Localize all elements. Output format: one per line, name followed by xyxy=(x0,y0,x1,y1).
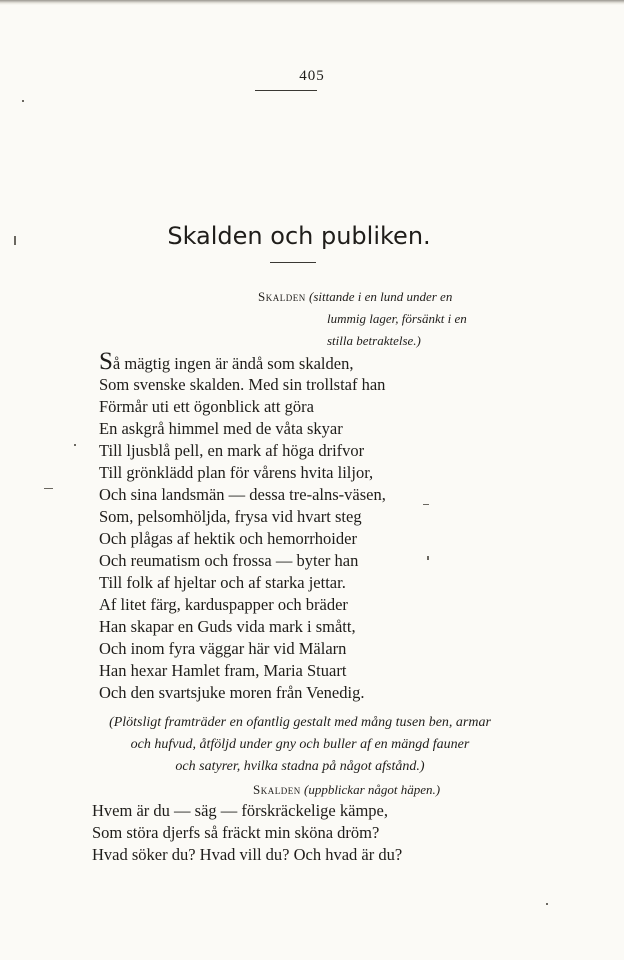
page-number-rule xyxy=(255,90,317,91)
title-rule xyxy=(270,262,316,263)
margin-mark xyxy=(14,236,16,245)
verse-line-16: Och den svartsjuke moren från Venedig. xyxy=(99,683,365,702)
speaker-name: Skalden xyxy=(253,782,301,797)
verse-2-line-3: Hvad söker du? Hvad vill du? Och hvad är du? xyxy=(92,845,403,864)
page-top-edge xyxy=(0,0,624,5)
page-number: 405 xyxy=(299,68,325,84)
verse-line-text: å mägtig ingen är ändå som skalden, xyxy=(112,354,354,373)
stage-direction-2-line-1: (Plötsligt framträder en ofantlig gestalt med mång tusen ben, armar xyxy=(109,715,491,730)
verse-line-11: Till folk af hjeltar och af starka jettar. xyxy=(99,573,346,592)
stage-direction-2-line-2: och hufvud, åtföljd under gny och buller af en mängd fauner xyxy=(130,737,470,752)
verse-line-6: Till grönklädd plan för vårens hvita liljor, xyxy=(99,463,374,482)
stage-direction-3 xyxy=(253,782,440,798)
verse-line-12: Af litet färg, karduspapper och bräder xyxy=(99,595,348,614)
verse-line-14: Och inom fyra väggar här vid Mälarn xyxy=(99,639,347,658)
stage-direction-1-line-1 xyxy=(258,289,452,305)
verse-2-line-2: Som störa djerfs så fräckt min sköna dröm? xyxy=(92,823,380,842)
poem-title: Skalden och publiken. xyxy=(167,222,431,250)
margin-mark xyxy=(427,556,429,560)
margin-speck xyxy=(22,100,24,102)
margin-dash xyxy=(44,488,53,489)
margin-dash xyxy=(423,504,429,505)
verse-line-10: Och reumatism och frossa — byter han xyxy=(99,551,359,570)
verse-2-line-1: Hvem är du — säg — förskräckelige kämpe, xyxy=(92,801,388,820)
margin-speck xyxy=(546,903,548,905)
verse-line-9: Och plågas af hektik och hemorrhoider xyxy=(99,529,357,548)
verse-line-8: Som, pelsomhöljda, frysa vid hvart steg xyxy=(99,507,362,526)
drop-cap: S xyxy=(99,348,113,375)
verse-line-4: En askgrå himmel med de våta skyar xyxy=(99,419,343,438)
verse-line-2: Som svenske skalden. Med sin trollstaf han xyxy=(99,375,386,394)
verse-line-5: Till ljusblå pell, en mark af höga drifvor xyxy=(99,441,365,460)
margin-speck xyxy=(74,444,76,446)
verse-line-15: Han hexar Hamlet fram, Maria Stuart xyxy=(99,661,347,680)
speaker-name: Skalden xyxy=(258,289,306,304)
stage-direction-1-line-2: lummig lager, försänkt i en xyxy=(327,311,467,326)
stage-direction-1-line-3: stilla betraktelse.) xyxy=(327,333,421,348)
verse-line-7: Och sina landsmän — dessa tre-alns-väsen, xyxy=(99,485,386,504)
stage-direction-text: (uppblickar något häpen.) xyxy=(303,782,441,797)
stage-direction-text: (sittande i en lund under en xyxy=(308,289,453,304)
verse-line-1 xyxy=(99,349,353,374)
verse-line-13: Han skapar en Guds vida mark i smått, xyxy=(99,617,356,636)
verse-line-3: Förmår uti ett ögonblick att göra xyxy=(99,397,314,416)
stage-direction-2-line-3: och satyrer, hvilka stadna på något afstånd.) xyxy=(175,759,425,774)
